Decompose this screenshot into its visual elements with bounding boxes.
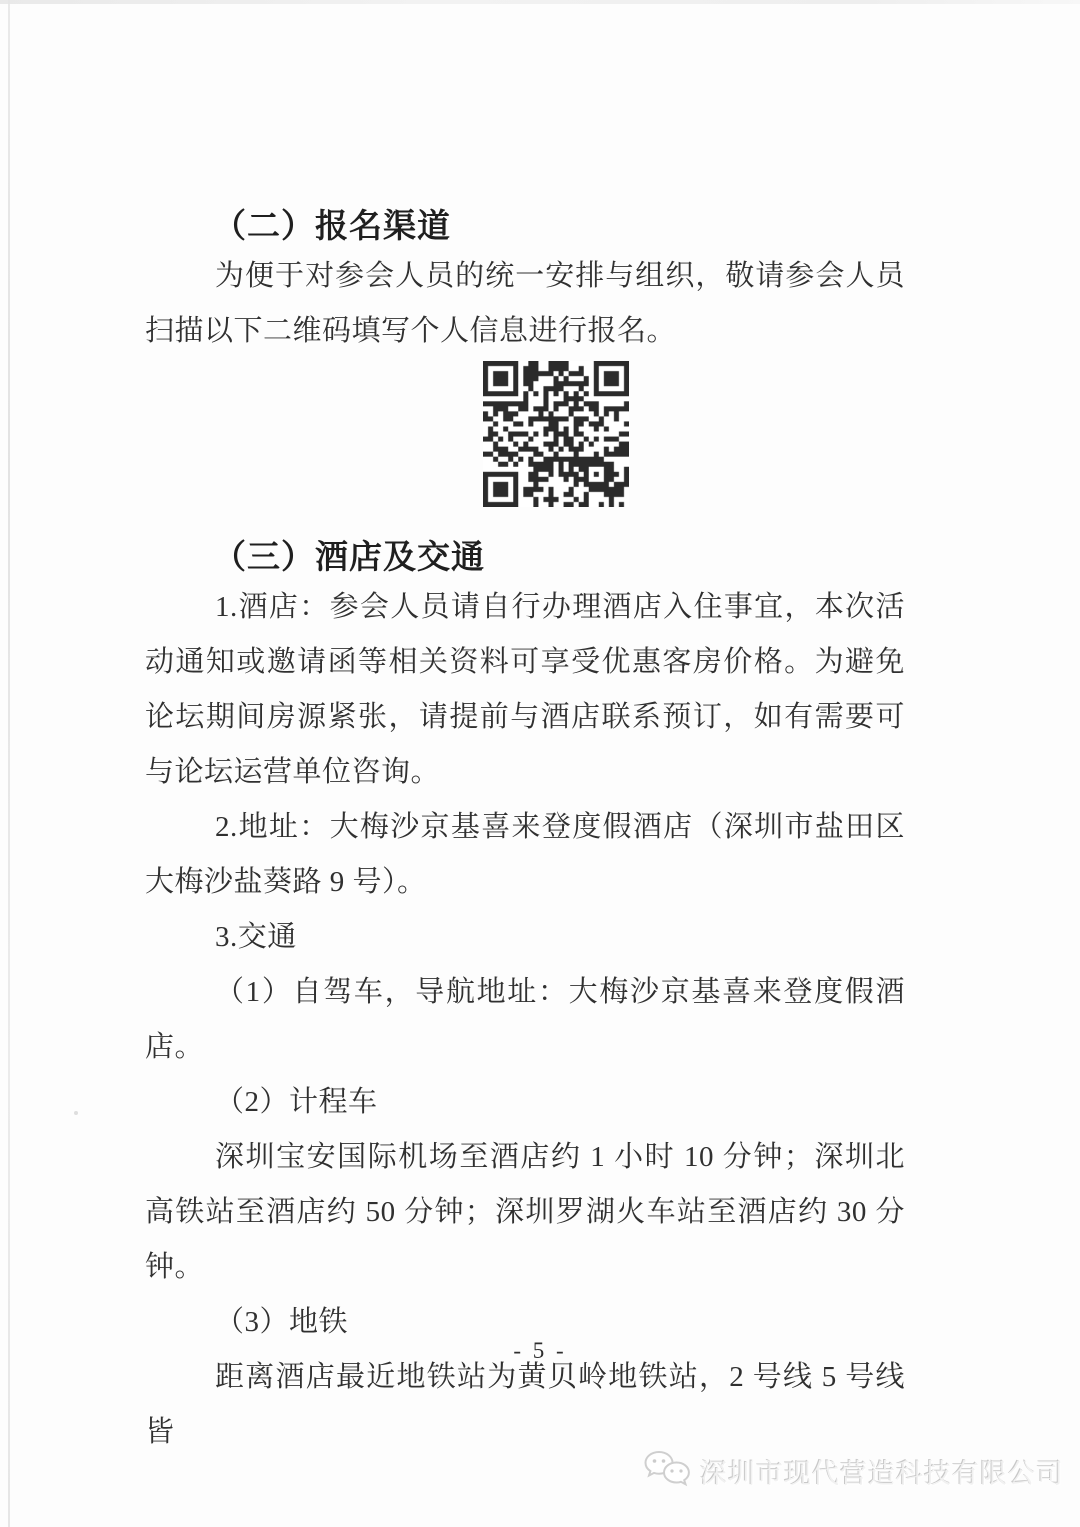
transport-metro-heading: （3）地铁 <box>215 1306 349 1338</box>
transport-heading-line: 3.交通 <box>215 921 297 953</box>
page-number: - 5 - <box>513 1338 567 1363</box>
scan-left-line <box>8 0 10 1527</box>
registration-qr-code <box>483 361 629 507</box>
registration-paragraph: 为便于对参会人员的统一安排与组织，敬请参会人员扫描以下二维码填写个人信息进行报名。 <box>145 260 905 347</box>
address-paragraph: 2.地址：大梅沙京基喜来登度假酒店（深圳市盐田区大梅沙盐葵路 9 号）。 <box>145 811 905 898</box>
scan-speck <box>74 1111 78 1115</box>
hotel-paragraph: 1.酒店：参会人员请自行办理酒店入住事宜，本次活动通知或邀请函等相关资料可享受优惠客房价格。为避免论坛期间房源紧张，请提前与酒店联系预订，如有需要可与论坛运营单位咨询。 <box>145 591 905 788</box>
transport-drive-line: （1）自驾车，导航地址：大梅沙京基喜来登度假酒店。 <box>145 976 905 1063</box>
section-heading-hotel-transport: （三）酒店及交通 <box>213 540 485 576</box>
transport-taxi-detail: 深圳宝安国际机场至酒店约 1 小时 10 分钟；深圳北高铁站至酒店约 50 分钟；深圳罗湖火车站至酒店约 30 分钟。 <box>145 1141 905 1283</box>
watermark <box>642 1448 1064 1494</box>
wechat-icon <box>642 1448 694 1494</box>
watermark-company-name: 深圳市现代营造科技有限公司 <box>700 1458 1064 1489</box>
section-heading-registration: （二）报名渠道 <box>213 209 451 245</box>
transport-metro-detail: 距离酒店最近地铁站为黄贝岭地铁站，2 号线 5 号线皆 <box>145 1361 905 1448</box>
transport-taxi-heading: （2）计程车 <box>215 1086 378 1118</box>
document-content <box>145 205 905 1460</box>
qr-code-block <box>145 361 905 514</box>
scan-top-edge <box>0 0 1080 4</box>
